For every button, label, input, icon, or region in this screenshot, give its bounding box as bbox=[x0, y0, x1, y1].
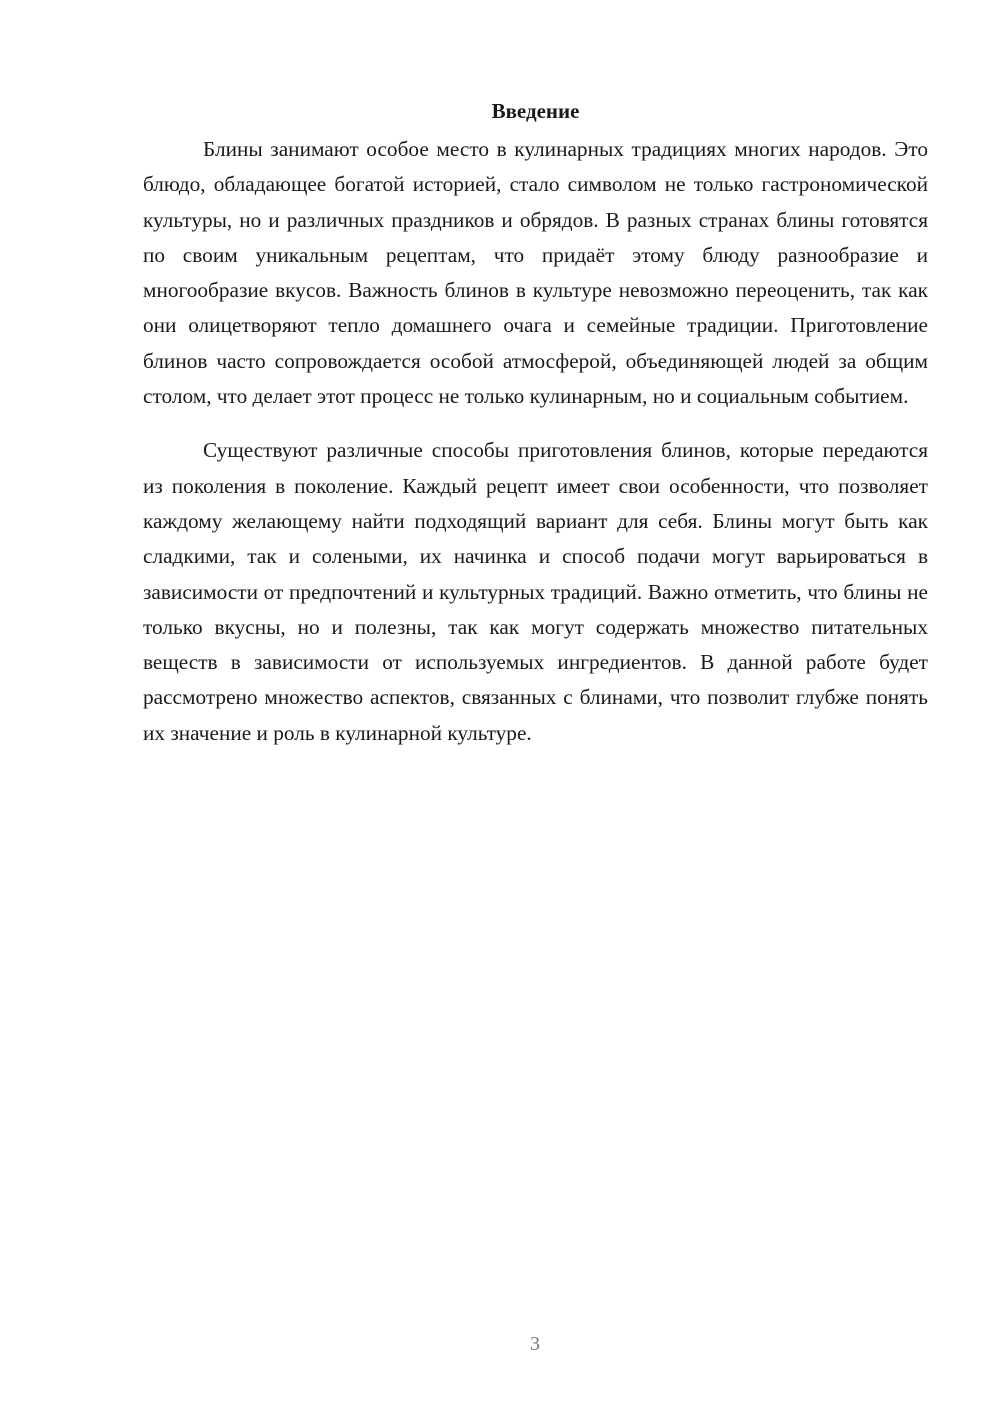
section-title: Введение bbox=[491, 99, 580, 123]
paragraph-2: Существуют различные способы приготовления блинов, которые передаются из поколения в поколение. Каждый рецепт имеет свои особенности, что позволяет каждому желающему найти подходящий вариант для себя. Блины могут быть как сладкими, так и солеными, их начинка и способ подачи могут варьироваться в зависимости от предпочтений и культурных традиций. Важно отметить, что блины не только вкусны, но и полезны, так как могут содержать множество питательных веществ в зависимости от используемых ингредиентов. В данной работе будет рассмотрено множество аспектов, связанных с блинами, что позволит глубже понять их значение и роль в кулинарной культуре. bbox=[143, 438, 928, 745]
page-content bbox=[143, 96, 928, 770]
page-number: 3 bbox=[530, 1333, 540, 1355]
paragraph-1: Блины занимают особое место в кулинарных традициях многих народов. Это блюдо, обладающее богатой историей, стало символом не только гастрономической культуры, но и различных праздников и обрядов. В разных странах блины готовятся по своим уникальным рецептам, что придаёт этому блюду разнообразие и многообразие вкусов. Важность блинов в культуре невозможно переоценить, так как они олицетворяют тепло домашнего очага и семейные традиции. Приготовление блинов часто сопровождается особой атмосферой, объединяющей людей за общим столом, что делает этот процесс не только кулинарным, но и социальным событием. bbox=[143, 137, 928, 409]
